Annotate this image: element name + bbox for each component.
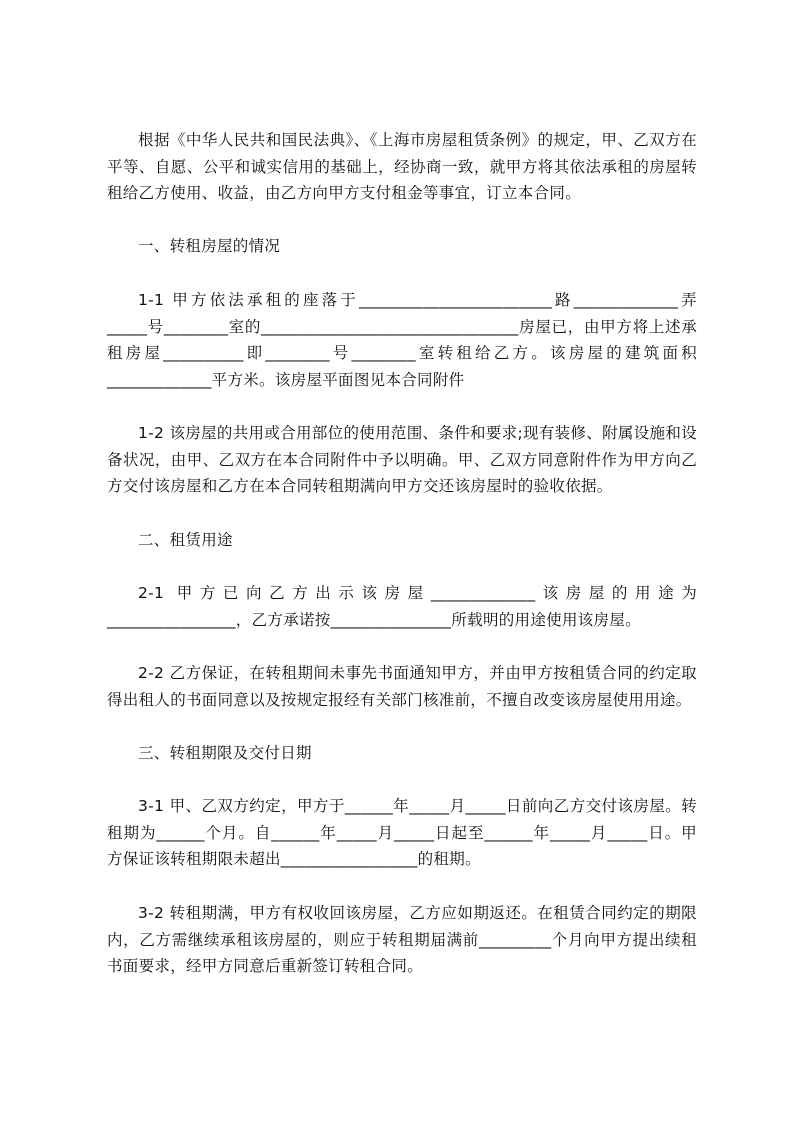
clause-3-1: 3-1 甲、乙双方约定，甲方于______年_____月_____日前向乙方交付该房屋。转租期为______个月。自______年_____月_____日起至______年_____月_____日。甲方保证该转租期限未超出_________________的租期。	[107, 797, 697, 868]
clause-2-2: 2-2 乙方保证，在转租期间未事先书面通知甲方，并由甲方按租赁合同的约定取得出租人的书面同意以及按规定报经有关部门核准前，不擅自改变该房屋使用用途。	[107, 664, 697, 709]
clause-2-1: 2-1 甲方已向乙方出示该房屋_____________该房屋的用途为________________，乙方承诺按_______________所载明的用途使用该房屋。	[107, 584, 697, 629]
clause-1-1: 1-1 甲方依法承租的座落于________________________路_____________弄_____号________室的________________________________房屋已，由甲方将上述承租房屋__________即________号________室转租给乙方。该房屋的建筑面积_____________平方米。该房屋平面图见本合同附件	[107, 291, 697, 389]
section-2-heading: 二、租赁用途	[138, 531, 233, 549]
intro-paragraph: 根据《中华人民共和国民法典》、《上海市房屋租赁条例》的规定，甲、乙双方在平等、自愿、公平和诚实信用的基础上，经协商一致，就甲方将其依法承租的房屋转租给乙方使用、收益，由乙方向甲方支付租金等事宜，订立本合同。	[107, 131, 697, 202]
clause-1-2: 1-2 该房屋的共用或合用部位的使用范围、条件和要求;现有装修、附属设施和设备状况，由甲、乙双方在本合同附件中予以明确。甲、乙双方同意附件作为甲方向乙方交付该房屋和乙方在本合同转租期满向甲方交还该房屋时的验收依据。	[107, 424, 697, 495]
section-3-heading: 三、转租期限及交付日期	[138, 744, 312, 762]
section-1-heading: 一、转租房屋的情况	[138, 237, 281, 255]
clause-3-2: 3-2 转租期满，甲方有权收回该房屋，乙方应如期返还。在租赁合同约定的期限内，乙方需继续承租该房屋的，则应于转租期届满前_________个月向甲方提出续租书面要求，经甲方同意后重新签订转租合同。	[107, 904, 697, 975]
